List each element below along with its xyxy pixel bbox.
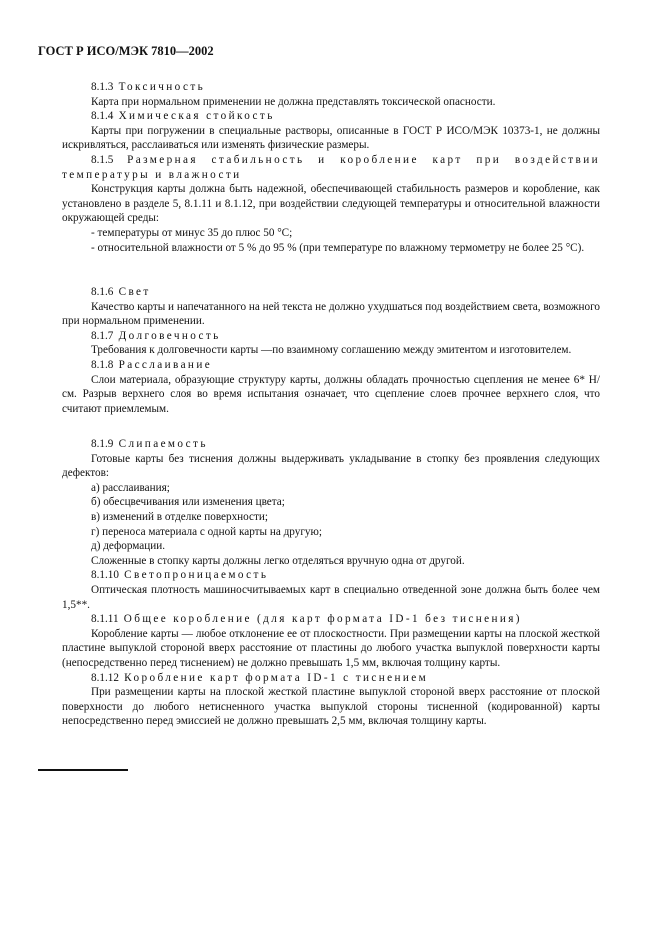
heading-8-1-8: 8.1.8 Расслаивание: [91, 358, 213, 371]
para-8-1-11: Коробление карты — любое отклонение ее от плоскостности. При размещении карты на плоской жесткой пластине выпуклой стороной вверх расстояние от пластины до любого участка выпуклой поверхности карты (непосредственно перед тиснением) не должно превышать 1,5 мм, включая толщину карты.: [62, 627, 600, 669]
heading-8-1-3: 8.1.3 Токсичность: [91, 81, 206, 93]
list-item-humidity: - относительной влажности от 5 % до 95 % (при температуре по влажному термометру не более 25 °С).: [91, 241, 585, 254]
sections-8-1-9-to-8-1-12: [62, 437, 600, 729]
list-item: а) расслаивания;: [91, 481, 170, 494]
list-item: д) деформации.: [91, 540, 166, 553]
heading-8-1-12: 8.1.12 Коробление карт формата ID-1 с тиснением: [91, 671, 429, 684]
list-item: б) обесцвечивания или изменения цвета;: [91, 496, 285, 509]
para-8-1-10: Оптическая плотность машиносчитываемых карт в специально отведенной зоне должна быть более чем 1,5**.: [62, 583, 600, 611]
para-8-1-5: Конструкция карты должна быть надежной, обеспечивающей стабильность размеров и коробление, как установлено в разделе 5, 8.1.11 и 8.1.12, при воздействии следующей температуры и относительной влажности окружающей среды:: [62, 183, 600, 225]
heading-8-1-7: 8.1.7 Долговечность: [91, 329, 221, 342]
list-item-temperature: - температуры от минус 35 до плюс 50 °С;: [91, 226, 293, 239]
heading-8-1-6: 8.1.6 Свет: [91, 286, 151, 298]
para-8-1-6: Качество карты и напечатанного на ней текста не должно ухудшаться под воздействием света, возможного при нормальном применении.: [62, 300, 600, 328]
heading-8-1-11: 8.1.11 Общее коробление (для карт формата ID-1 без тиснения): [91, 613, 522, 626]
document-header: ГОСТ Р ИСО/МЭК 7810—2002: [38, 44, 214, 58]
sections-8-1-3-to-8-1-5: [62, 80, 600, 255]
footnote-separator: [38, 769, 128, 771]
para-8-1-3: Карта при нормальном применении не должна представлять токсической опасности.: [91, 95, 496, 108]
para-8-1-7: Требования к долговечности карты —по взаимному соглашению между эмитентом и изготовителем.: [91, 344, 572, 357]
heading-8-1-9: 8.1.9 Слипаемость: [91, 438, 208, 450]
para-8-1-8: Слои материала, образующие структуру карты, должны обладать прочностью сцепления не менее 6* Н/см. Разрыв верхнего слоя во время испытания означает, что сцепление слоев прочнее верхнего слоя, что считают приемлемым.: [62, 373, 600, 415]
heading-8-1-5: 8.1.5 Размерная стабильность и коробление карт при воздействии температуры и влажности: [62, 153, 600, 181]
para-8-1-9-stack: Сложенные в стопку карты должны легко отделяться вручную одна от другой.: [91, 554, 465, 567]
para-8-1-9: Готовые карты без тиснения должны выдерживать укладывание в стопку без проявления следующих дефектов:: [62, 452, 600, 480]
para-8-1-12: При размещении карты на плоской жесткой пластине выпуклой стороной вверх расстояние от плоской поверхности до любого нетисненного участка выпуклой стороны тисненной (кодированной) карты непосредственно перед эмиссией не должно превышать 2,5 мм, включая толщину карты.: [62, 686, 600, 728]
heading-8-1-4: 8.1.4 Химическая стойкость: [91, 110, 275, 123]
sections-8-1-6-to-8-1-8: [62, 285, 600, 416]
list-item: г) переноса материала с одной карты на другую;: [91, 525, 322, 538]
list-item: в) изменений в отделке поверхности;: [91, 510, 268, 523]
heading-8-1-10: 8.1.10 Светопроницаемость: [91, 569, 269, 582]
para-8-1-4: Карты при погружении в специальные растворы, описанные в ГОСТ Р ИСО/МЭК 10373-1, не должны искривляться, расслаиваться или изменять физические размеры.: [62, 124, 600, 152]
